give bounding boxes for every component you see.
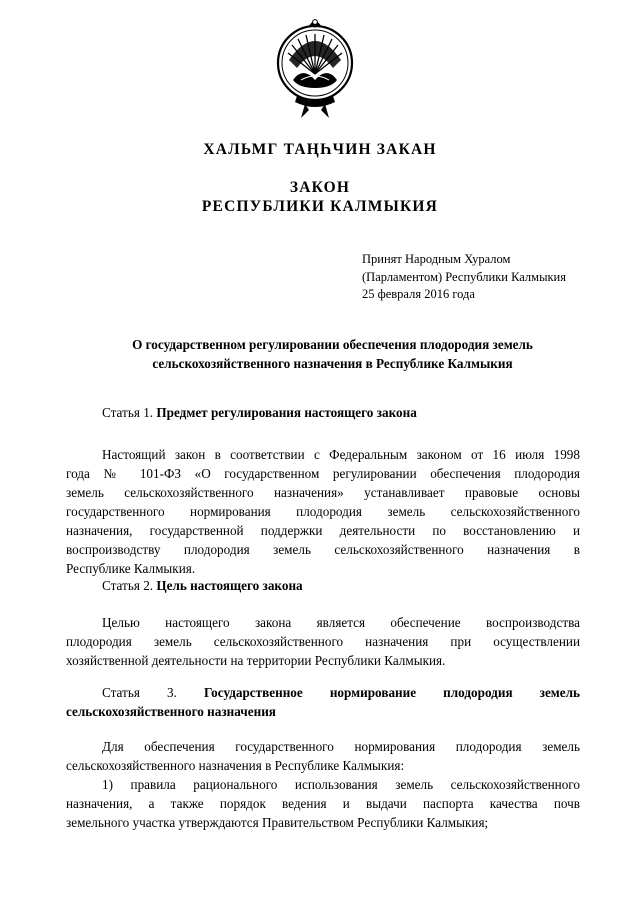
paragraph-line: воспроизводству плодородия земель сельскохозяйственного назначения в [66, 542, 580, 557]
paragraph-line: хозяйственной деятельности на территории Республики Калмыкия. [66, 653, 446, 668]
article-3-heading-line [66, 683, 580, 702]
paragraph-line: Республике Калмыкия. [66, 561, 196, 576]
paragraph-line: назначения, государственной поддержки деятельности по восстановлению и [66, 523, 580, 538]
article-title-cont: сельскохозяйственного назначения [66, 704, 276, 719]
adoption-line: (Парламентом) Республики Калмыкия [362, 269, 566, 284]
article-2-text [66, 613, 580, 670]
article-number: Статья 1. [102, 405, 154, 420]
adoption-date: 25 февраля 2016 года [362, 287, 475, 301]
paragraph-line: Настоящий закон в соответствии с Федеральным законом от 16 июля 1998 [102, 447, 580, 462]
paragraph-line: назначения, а также порядок ведения и выдачи паспорта качества почв [66, 796, 580, 811]
coat-of-arms-emblem [275, 14, 355, 120]
article-1-heading [102, 405, 417, 421]
republic-heading: РЕСПУБЛИКИ КАЛМЫКИЯ [201, 198, 439, 215]
paragraph-line: земельного участка утверждаются Правительством Республики Калмыкия; [66, 815, 489, 830]
paragraph-line: Целью настоящего закона является обеспечение воспроизводства [102, 615, 580, 630]
article-3-heading [66, 683, 580, 721]
paragraph-line: года № 101-ФЗ «О государственном регулировании обеспечения плодородия [66, 466, 580, 481]
paragraph-line: земель сельскохозяйственного назначения» устанавливает правовые основы [66, 485, 580, 500]
article-3-heading-line [66, 702, 580, 721]
paragraph-line: сельскохозяйственного назначения в Республике Калмыкия: [66, 758, 405, 773]
paragraph-line: 1) правила рационального использования земель сельскохозяйственного [102, 777, 580, 792]
article-number: Статья 2. [102, 578, 154, 593]
article-title: Государственное нормирование плодородия земель [203, 685, 581, 700]
article-number: Статья 3. [102, 685, 177, 700]
paragraph-line: государственного нормирования плодородия земель сельскохозяйственного [66, 504, 580, 519]
article-1-text [66, 445, 580, 578]
law-title-line: О государственном регулировании обеспечения плодородия земель [132, 337, 533, 352]
paragraph-line: Для обеспечения государственного нормирования плодородия земель [102, 739, 580, 754]
kalmyk-law-title: ХАЛЬМГ ТАҢҺЧИН ЗАКАН [203, 141, 437, 158]
paragraph-line: плодородия земель сельскохозяйственного назначения при осуществлении [66, 634, 580, 649]
law-title-line: сельскохозяйственного назначения в Республике Калмыкия [152, 356, 513, 371]
article-title: Цель настоящего закона [156, 578, 303, 593]
adoption-line: Принят Народным Хуралом [362, 252, 511, 266]
law-title [80, 335, 585, 373]
article-3-text [66, 737, 580, 832]
article-title: Предмет регулирования настоящего закона [156, 405, 417, 420]
law-heading: ЗАКОН [289, 179, 351, 196]
adoption-note [362, 251, 566, 304]
article-2-heading [102, 578, 303, 594]
